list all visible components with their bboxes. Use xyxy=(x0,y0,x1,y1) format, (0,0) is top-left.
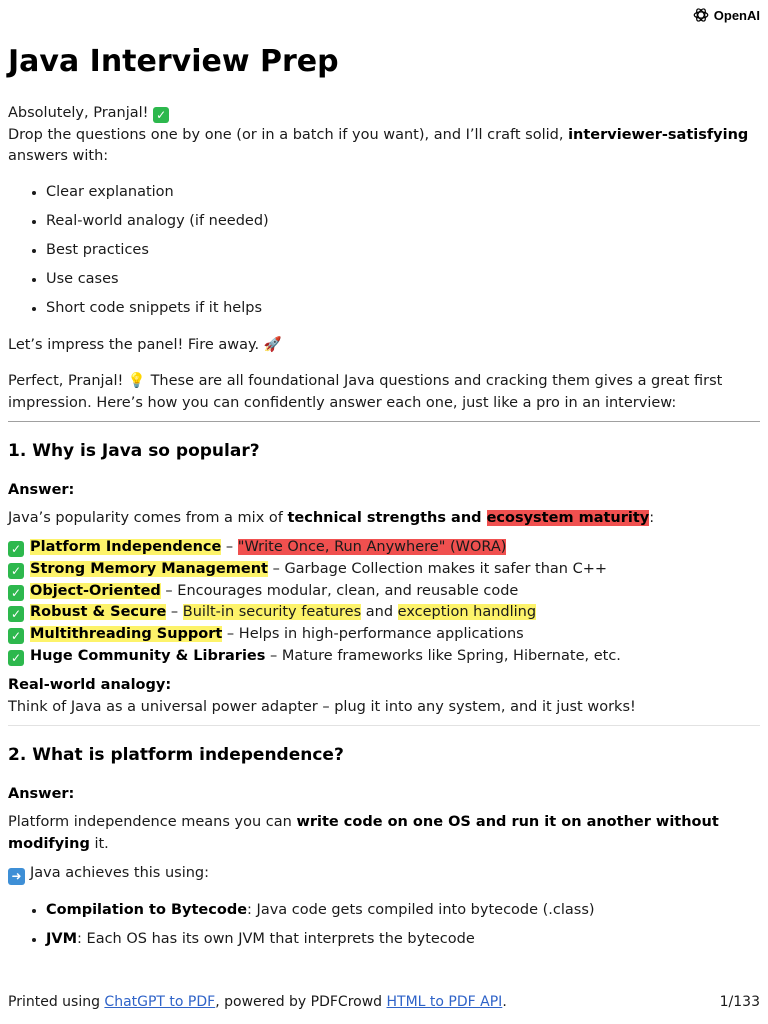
q1-heading: 1. Why is Java so popular? xyxy=(8,441,260,461)
list-item: • Use cases xyxy=(46,269,269,290)
list-item: • Clear explanation xyxy=(46,182,269,203)
check-mark-icon: ✓ xyxy=(153,107,169,123)
list-item: • Best practices xyxy=(46,240,269,261)
right-arrow-icon: ➜ xyxy=(8,868,25,885)
q2-intro xyxy=(8,812,760,855)
q2-list xyxy=(8,900,595,958)
item-title: JVM xyxy=(46,931,78,947)
check-mark-icon: ✓ xyxy=(8,563,24,579)
feature-title: Platform Independence xyxy=(30,539,222,555)
feature-title: Robust & Secure xyxy=(30,604,167,621)
intro-line-pre: Drop the questions one by one (or in a batch if you want), and I’ll craft solid, xyxy=(8,126,569,143)
q2-heading: 2. What is platform independence? xyxy=(8,745,344,765)
closing-text: Let’s impress the panel! Fire away. xyxy=(8,337,260,353)
feature-title: Multithreading Support xyxy=(30,626,223,643)
followup-paragraph xyxy=(8,371,760,414)
list-item xyxy=(46,900,595,921)
footer-mid: , powered by PDFCrowd xyxy=(215,994,387,1010)
intro-line-bold: interviewer-satisfying xyxy=(568,126,749,143)
section-divider xyxy=(8,421,760,422)
item-desc: : Java code gets compiled into bytecode (.class) xyxy=(247,902,595,918)
feature-desc: Encourages modular, clean, and reusable code xyxy=(177,582,519,599)
footer-post: . xyxy=(502,994,507,1010)
q1-answer-label: Answer: xyxy=(8,482,75,498)
feature-sep: – xyxy=(265,647,282,664)
q2-intro-bold: write code on one OS and run it on another without modifying xyxy=(8,814,719,852)
feature-sep: – xyxy=(160,582,178,599)
feature-row xyxy=(8,646,760,668)
feature-row xyxy=(8,559,760,581)
check-mark-icon: ✓ xyxy=(8,585,24,601)
feature-title: Object-Oriented xyxy=(30,582,161,599)
q1-intro-pre: Java’s popularity comes from a mix of xyxy=(8,510,288,526)
q1-intro-bold: technical strengths and xyxy=(287,510,487,526)
followup-text: These are all foundational Java questions and cracking them gives a great first impression. Here’s how you can confidently answer each one, just like a pro in an interview: xyxy=(8,373,723,411)
item-desc: : Each OS has its own JVM that interprets the bytecode xyxy=(77,931,475,947)
page-title: Java Interview Prep xyxy=(8,44,339,79)
analogy-text: Think of Java as a universal power adapter – plug it into any system, and it just works! xyxy=(8,698,636,715)
check-mark-icon: ✓ xyxy=(8,606,24,622)
feature-desc: Helps in high-performance applications xyxy=(238,626,524,643)
intro-closing xyxy=(8,335,760,357)
openai-logo-icon xyxy=(692,6,710,24)
q2-intro-post: it. xyxy=(89,835,109,852)
q2-achieves xyxy=(8,863,760,885)
list-item: • Short code snippets if it helps xyxy=(46,298,269,319)
q2-answer-label: Answer: xyxy=(8,786,75,802)
achieves-text: Java achieves this using: xyxy=(30,865,210,881)
rocket-icon: 🚀 xyxy=(263,337,282,353)
html-to-pdf-api-link[interactable]: HTML to PDF API xyxy=(386,994,503,1010)
q1-intro xyxy=(8,508,760,530)
analogy-label: Real-world analogy: xyxy=(8,677,172,693)
list-item: • Real-world analogy (if needed) xyxy=(46,211,269,232)
feature-desc: Mature frameworks like Spring, Hibernate, etc. xyxy=(281,647,621,664)
brand-name: OpenAI xyxy=(713,7,760,23)
followup-pre: Perfect, Pranjal! xyxy=(8,373,124,389)
list-item xyxy=(46,929,595,950)
feature-mid: and xyxy=(361,604,398,621)
feature-highlight: "Write Once, Run Anywhere" (WORA) xyxy=(237,539,507,555)
q2-intro-pre: Platform independence means you can xyxy=(8,814,297,830)
intro-line-post: answers with: xyxy=(8,148,109,164)
feature-highlight: exception handling xyxy=(397,604,537,621)
intro-list xyxy=(8,182,269,327)
feature-title: Strong Memory Management xyxy=(30,560,268,577)
feature-sep: – xyxy=(267,560,285,577)
feature-title: Huge Community & Libraries xyxy=(30,647,266,664)
lightbulb-icon: 💡 xyxy=(127,373,146,389)
feature-row xyxy=(8,537,760,559)
section-divider xyxy=(8,725,760,726)
check-mark-icon: ✓ xyxy=(8,541,24,557)
check-mark-icon: ✓ xyxy=(8,650,24,666)
feature-desc: Garbage Collection makes it safer than C++ xyxy=(284,560,607,577)
brand-logo xyxy=(692,6,760,24)
check-mark-icon: ✓ xyxy=(8,628,24,644)
page-number: 1/133 xyxy=(719,994,760,1010)
footer-pre: Printed using xyxy=(8,994,105,1010)
item-title: Compilation to Bytecode xyxy=(46,902,248,918)
intro-greeting: Absolutely, Pranjal! xyxy=(8,105,149,121)
page-footer xyxy=(8,994,760,1010)
feature-row xyxy=(8,602,760,624)
q1-features xyxy=(8,537,760,668)
feature-sep: – xyxy=(222,626,239,643)
chatgpt-to-pdf-link[interactable]: ChatGPT to PDF xyxy=(104,994,216,1010)
feature-row xyxy=(8,581,760,603)
q1-intro-post: : xyxy=(649,510,655,526)
feature-sep: – xyxy=(221,539,238,555)
feature-row xyxy=(8,624,760,646)
q1-intro-highlight: ecosystem maturity xyxy=(486,510,650,526)
feature-highlight: Built-in security features xyxy=(182,604,362,621)
q1-analogy xyxy=(8,675,760,718)
intro-paragraph xyxy=(8,103,760,168)
feature-sep: – xyxy=(166,604,183,621)
